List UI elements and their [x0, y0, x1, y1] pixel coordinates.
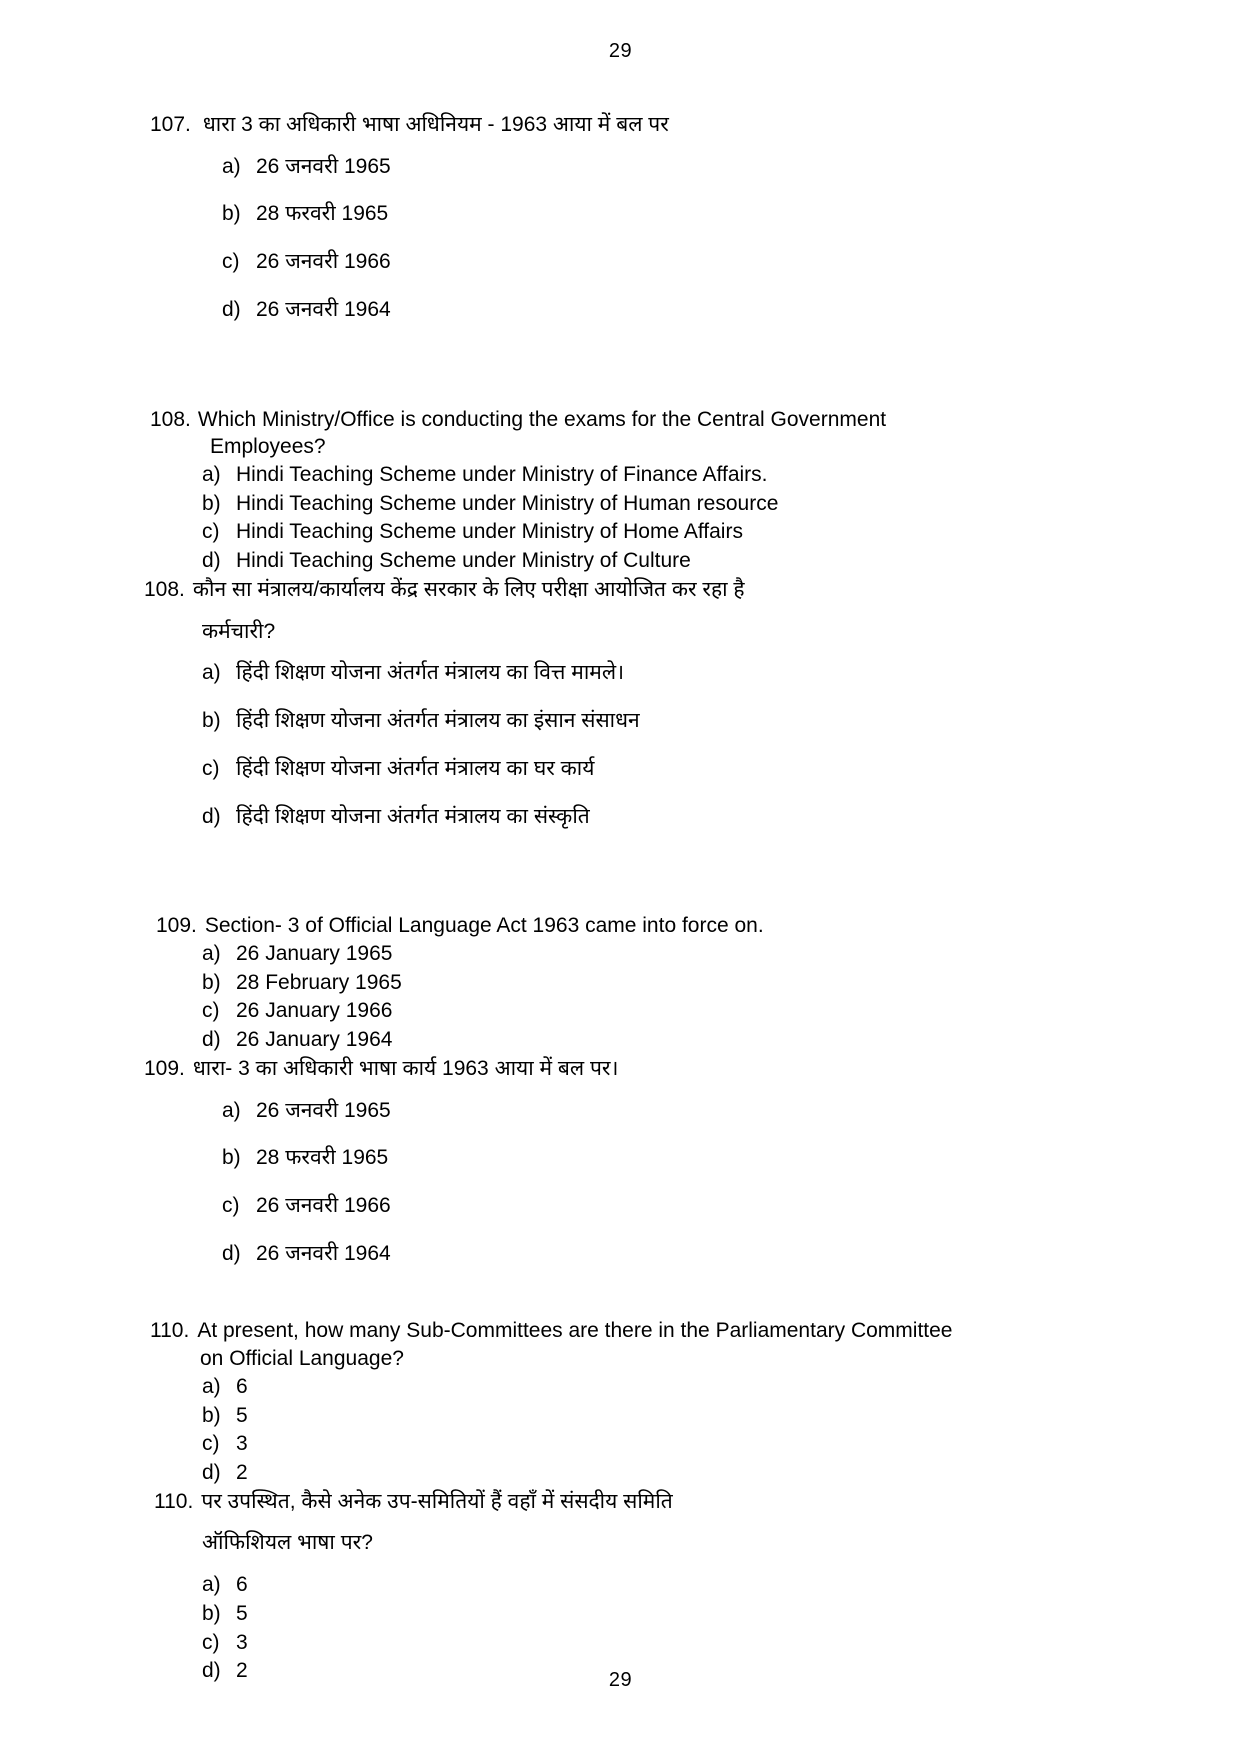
- question-number: 108.: [144, 577, 185, 601]
- question-heading: [150, 111, 1091, 139]
- option-item[interactable]: [202, 1459, 1091, 1487]
- option-text: 28 फरवरी 1965: [256, 202, 389, 226]
- option-text: 26 जनवरी 1964: [256, 1241, 391, 1265]
- option-item[interactable]: [222, 248, 1091, 276]
- option-item[interactable]: [202, 1430, 1091, 1458]
- question-block-108-hi: [144, 576, 1091, 830]
- option-item[interactable]: [202, 969, 1091, 997]
- option-letter: b): [202, 709, 221, 733]
- option-item[interactable]: [202, 547, 1091, 575]
- spacer: [150, 604, 1091, 618]
- spacer: [150, 1287, 1091, 1317]
- question-text: Which Ministry/Office is conducting the exams for the Central Government: [197, 407, 887, 431]
- option-text: 3: [236, 1630, 248, 1654]
- spacer: [150, 1557, 1091, 1571]
- question-text-continued: Employees?: [210, 435, 326, 459]
- option-item[interactable]: [202, 803, 1091, 831]
- spacer: [150, 139, 1091, 153]
- option-item[interactable]: [222, 200, 1091, 228]
- spacer: [150, 1083, 1091, 1097]
- spacer: [150, 850, 1091, 912]
- spacer: [150, 1515, 1091, 1529]
- spacer: [150, 63, 1091, 111]
- option-letter: c): [202, 756, 220, 780]
- spacer: [150, 645, 1091, 659]
- option-text: हिंदी शिक्षण योजना अंतर्गत मंत्रालय का वित्त मामले।: [236, 661, 625, 685]
- option-text: 28 फरवरी 1965: [256, 1146, 389, 1170]
- question-text-continued: कर्मचारी?: [202, 619, 276, 643]
- option-letter: b): [202, 970, 221, 994]
- question-block-108-en: [150, 406, 1091, 575]
- option-letter: b): [202, 491, 221, 515]
- option-text: Hindi Teaching Scheme under Ministry of Home Affairs: [236, 520, 743, 544]
- option-list: [150, 659, 1091, 830]
- question-heading: [144, 576, 1091, 604]
- question-text: Section- 3 of Official Language Act 1963 came into force on.: [204, 914, 764, 938]
- option-item[interactable]: [202, 940, 1091, 968]
- option-text: हिंदी शिक्षण योजना अंतर्गत मंत्रालय का संस्कृति: [236, 804, 590, 828]
- option-list: [150, 940, 1091, 1054]
- option-letter: b): [202, 1403, 221, 1427]
- question-text: कौन सा मंत्रालय/कार्यालय केंद्र सरकार के लिए परीक्षा आयोजित कर रहा है: [192, 577, 745, 601]
- option-item[interactable]: [222, 1144, 1091, 1172]
- option-letter: a): [202, 661, 221, 685]
- option-letter: d): [222, 297, 241, 321]
- option-letter: c): [202, 1630, 220, 1654]
- option-item[interactable]: [202, 1571, 1091, 1599]
- question-heading: [150, 912, 1091, 940]
- option-text: Hindi Teaching Scheme under Ministry of Human resource: [236, 491, 779, 515]
- question-text-continued: on Official Language?: [200, 1347, 404, 1371]
- question-text: धारा- 3 का अधिकारी भाषा कार्य 1963 आया में बल पर।: [192, 1056, 619, 1080]
- page-content: [0, 63, 1241, 1685]
- option-letter: a): [202, 1573, 221, 1597]
- option-text: हिंदी शिक्षण योजना अंतर्गत मंत्रालय का घर कार्य: [236, 756, 595, 780]
- question-block-109-hi: [144, 1055, 1091, 1268]
- option-text: 6: [236, 1573, 248, 1597]
- question-text: धारा 3 का अधिकारी भाषा अधिनियम - 1963 आया में बल पर: [202, 113, 669, 136]
- option-list: [150, 461, 1091, 575]
- option-letter: c): [202, 1432, 220, 1456]
- option-text: 5: [236, 1403, 248, 1427]
- question-block-109-en: [150, 912, 1091, 1054]
- question-text: At present, how many Sub-Committees are there in the Parliamentary Committee: [197, 1319, 953, 1343]
- option-item[interactable]: [222, 296, 1091, 324]
- option-item[interactable]: [202, 490, 1091, 518]
- option-text: 26 जनवरी 1966: [256, 250, 391, 274]
- question-number: 108.: [150, 407, 191, 431]
- option-item[interactable]: [202, 1373, 1091, 1401]
- question-block-107-hi: [150, 111, 1091, 324]
- option-letter: a): [222, 154, 241, 178]
- page-number-header: 29: [608, 40, 633, 62]
- option-list: [150, 1571, 1091, 1685]
- option-list: [150, 1373, 1091, 1487]
- question-number: 109.: [144, 1056, 185, 1080]
- option-letter: d): [202, 549, 221, 573]
- question-number: 110.: [150, 1319, 190, 1343]
- option-text: Hindi Teaching Scheme under Ministry of Culture: [236, 549, 691, 573]
- option-text: 2: [236, 1659, 248, 1683]
- question-heading: [150, 1317, 1091, 1345]
- option-text: 6: [236, 1374, 248, 1398]
- option-text: 28 February 1965: [236, 970, 402, 994]
- option-letter: c): [222, 250, 240, 274]
- option-item[interactable]: [202, 518, 1091, 546]
- question-heading: [150, 1488, 1091, 1516]
- question-number: 109.: [156, 914, 197, 938]
- option-text: 5: [236, 1601, 248, 1625]
- option-item[interactable]: [202, 659, 1091, 687]
- option-letter: d): [202, 1028, 221, 1052]
- option-item[interactable]: [202, 707, 1091, 735]
- option-letter: b): [202, 1601, 221, 1625]
- option-item[interactable]: [202, 1026, 1091, 1054]
- option-text: 26 जनवरी 1964: [256, 297, 391, 321]
- question-heading: [150, 406, 1091, 434]
- option-text: 26 जनवरी 1966: [256, 1193, 391, 1217]
- spacer: [150, 344, 1091, 406]
- question-block-110-en: [150, 1317, 1091, 1486]
- option-letter: a): [222, 1098, 241, 1122]
- option-text: 2: [236, 1461, 248, 1484]
- option-item[interactable]: [222, 1097, 1091, 1125]
- question-text: पर उपस्थित, कैसे अनेक उप-समितियों हैं वहाँ में संसदीय समिति: [201, 1489, 673, 1513]
- option-letter: b): [222, 202, 241, 226]
- option-text: 26 January 1964: [236, 1028, 393, 1052]
- question-number: 107.: [150, 113, 191, 136]
- option-letter: a): [202, 941, 221, 965]
- question-number: 110.: [154, 1489, 194, 1513]
- option-text: 26 January 1966: [236, 999, 393, 1023]
- option-letter: d): [202, 804, 221, 828]
- option-item[interactable]: [202, 755, 1091, 783]
- option-letter: c): [202, 999, 220, 1023]
- option-item[interactable]: [222, 153, 1091, 181]
- option-text: हिंदी शिक्षण योजना अंतर्गत मंत्रालय का इंसान संसाधन: [236, 709, 640, 733]
- option-item[interactable]: [202, 1629, 1091, 1657]
- question-heading: [144, 1055, 1091, 1083]
- option-letter: c): [222, 1193, 240, 1217]
- option-item[interactable]: [202, 997, 1091, 1025]
- option-letter: c): [202, 520, 220, 544]
- option-letter: b): [222, 1146, 241, 1170]
- option-letter: d): [202, 1461, 221, 1484]
- question-block-110-hi: [150, 1488, 1091, 1685]
- option-letter: a): [202, 1374, 221, 1398]
- option-text: Hindi Teaching Scheme under Ministry of Finance Affairs.: [236, 463, 768, 487]
- option-letter: d): [202, 1659, 221, 1683]
- option-item[interactable]: [202, 1402, 1091, 1430]
- option-item[interactable]: [202, 461, 1091, 489]
- option-list: [150, 153, 1091, 324]
- option-item[interactable]: [222, 1240, 1091, 1268]
- option-item[interactable]: [222, 1192, 1091, 1220]
- option-item[interactable]: [202, 1600, 1091, 1628]
- option-list: [150, 1097, 1091, 1268]
- question-text-continued: ऑफिशियल भाषा पर?: [202, 1531, 373, 1555]
- option-text: 3: [236, 1432, 248, 1456]
- page-number-footer: 29: [608, 1669, 633, 1691]
- option-text: 26 जनवरी 1965: [256, 1098, 391, 1122]
- option-letter: d): [222, 1241, 241, 1265]
- option-letter: a): [202, 463, 221, 487]
- option-text: 26 January 1965: [236, 941, 393, 965]
- option-text: 26 जनवरी 1965: [256, 154, 391, 178]
